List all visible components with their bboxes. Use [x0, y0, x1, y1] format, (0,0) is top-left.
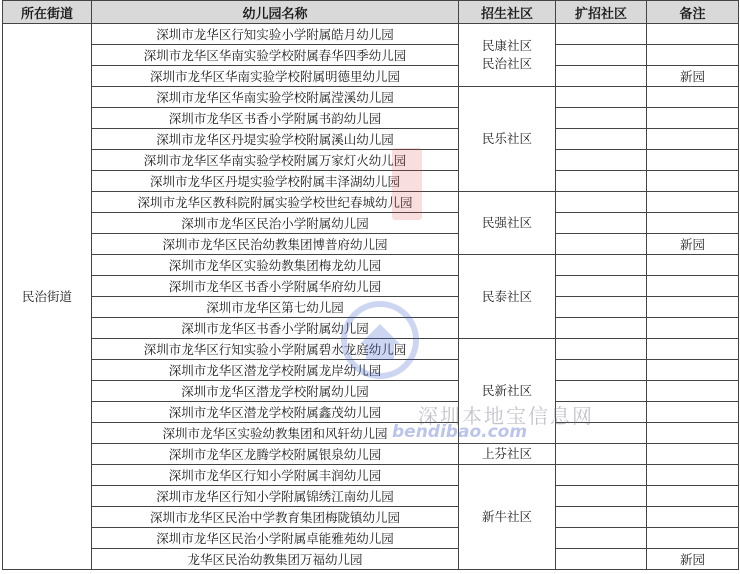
- extended-community-cell: [556, 192, 647, 213]
- table-row: [3, 192, 739, 213]
- table-row: [3, 381, 739, 402]
- table-row: [3, 339, 739, 360]
- table-row: [3, 486, 739, 507]
- table-row: [3, 402, 739, 423]
- extended-community-cell: [556, 24, 647, 45]
- kindergarten-name-cell: 深圳市龙华区潜龙学校附属鑫茂幼儿园: [92, 402, 459, 423]
- table-row: [3, 150, 739, 171]
- table-row: [3, 24, 739, 45]
- notes-cell: [647, 213, 739, 234]
- kindergarten-name-cell: 深圳市龙华区书香小学附属华府幼儿园: [92, 276, 459, 297]
- kindergarten-name-cell: 深圳市龙华区民治中学教育集团梅陇镇幼儿园: [92, 507, 459, 528]
- table-row: [3, 108, 739, 129]
- notes-cell: [647, 528, 739, 549]
- notes-cell: [647, 444, 739, 465]
- extended-community-cell: [556, 66, 647, 87]
- table-row: [3, 507, 739, 528]
- kindergarten-name-cell: 深圳市龙华区行知实验小学附属碧水龙庭幼儿园: [92, 339, 459, 360]
- enrollment-community-cell: 民强社区: [459, 192, 556, 255]
- notes-cell: [647, 360, 739, 381]
- notes-cell: [647, 192, 739, 213]
- kindergarten-name-cell: 深圳市龙华区华南实验学校附属万家灯火幼儿园: [92, 150, 459, 171]
- extended-community-cell: [556, 444, 647, 465]
- extended-community-cell: [556, 129, 647, 150]
- enrollment-community-cell: 民泰社区: [459, 255, 556, 339]
- kindergarten-name-cell: 深圳市龙华区行知实验小学附属皓月幼儿园: [92, 24, 459, 45]
- header-kindergarten-name: 幼儿园名称: [92, 1, 459, 24]
- notes-cell: [647, 465, 739, 486]
- notes-cell: [647, 486, 739, 507]
- kindergarten-name-cell: 深圳市龙华区民治小学附属卓能雅苑幼儿园: [92, 528, 459, 549]
- kindergarten-name-cell: 深圳市龙华区教科院附属实验学校世纪春城幼儿园: [92, 192, 459, 213]
- table-header-row: [3, 1, 739, 24]
- table-row: [3, 276, 739, 297]
- header-enrollment-community: 招生社区: [459, 1, 556, 24]
- notes-cell: [647, 276, 739, 297]
- table-row: [3, 549, 739, 570]
- notes-cell: [647, 381, 739, 402]
- notes-cell: [647, 318, 739, 339]
- table-row: [3, 444, 739, 465]
- notes-cell: [647, 423, 739, 444]
- district-cell: 民治街道: [3, 24, 92, 570]
- extended-community-cell: [556, 339, 647, 360]
- notes-cell: 新园: [647, 549, 739, 570]
- kindergarten-name-cell: 深圳市龙华区潜龙学校附属龙岸幼儿园: [92, 360, 459, 381]
- extended-community-cell: [556, 45, 647, 66]
- notes-cell: 新园: [647, 66, 739, 87]
- extended-community-cell: [556, 486, 647, 507]
- enrollment-community-cell: 民康社区 民治社区: [459, 24, 556, 87]
- kindergarten-name-cell: 深圳市龙华区实验幼教集团和风轩幼儿园: [92, 423, 459, 444]
- kindergarten-name-cell: 深圳市龙华区华南实验学校附属滢溪幼儿园: [92, 87, 459, 108]
- table-row: [3, 360, 739, 381]
- notes-cell: [647, 150, 739, 171]
- kindergarten-name-cell: 深圳市龙华区民治幼教集团博普府幼儿园: [92, 234, 459, 255]
- header-notes: 备注: [647, 1, 739, 24]
- extended-community-cell: [556, 234, 647, 255]
- notes-cell: [647, 507, 739, 528]
- notes-cell: [647, 171, 739, 192]
- extended-community-cell: [556, 360, 647, 381]
- kindergarten-name-cell: 深圳市龙华区华南实验学校附属春华四季幼儿园: [92, 45, 459, 66]
- table-row: [3, 45, 739, 66]
- enrollment-community-cell: 民新社区: [459, 339, 556, 444]
- extended-community-cell: [556, 150, 647, 171]
- notes-cell: [647, 297, 739, 318]
- kindergarten-name-cell: 深圳市龙华区书香小学附属幼儿园: [92, 318, 459, 339]
- watermark-site-url: bendibao.com: [392, 422, 528, 442]
- notes-cell: 新园: [647, 234, 739, 255]
- enrollment-community-cell: 民乐社区: [459, 87, 556, 192]
- extended-community-cell: [556, 171, 647, 192]
- table-row: [3, 213, 739, 234]
- table-row: [3, 318, 739, 339]
- table-row: [3, 528, 739, 549]
- kindergarten-name-cell: 深圳市龙华区第七幼儿园: [92, 297, 459, 318]
- extended-community-cell: [556, 465, 647, 486]
- extended-community-cell: [556, 549, 647, 570]
- kindergarten-name-cell: 深圳市龙华区行知小学附属丰润幼儿园: [92, 465, 459, 486]
- kindergarten-name-cell: 深圳市龙华区民治小学附属幼儿园: [92, 213, 459, 234]
- table-row: [3, 234, 739, 255]
- table-row: [3, 129, 739, 150]
- table-row: [3, 87, 739, 108]
- kindergarten-name-cell: 深圳市龙华区华南实验学校附属明德里幼儿园: [92, 66, 459, 87]
- enrollment-community-cell: 新牛社区: [459, 465, 556, 570]
- extended-community-cell: [556, 276, 647, 297]
- extended-community-cell: [556, 297, 647, 318]
- notes-cell: [647, 45, 739, 66]
- notes-cell: [647, 339, 739, 360]
- table-row: [3, 423, 739, 444]
- enrollment-community-cell: 上芬社区: [459, 444, 556, 465]
- extended-community-cell: [556, 402, 647, 423]
- header-extended-community: 扩招社区: [556, 1, 647, 24]
- extended-community-cell: [556, 381, 647, 402]
- kindergarten-name-cell: 深圳市龙华区龙腾学校附属银泉幼儿园: [92, 444, 459, 465]
- extended-community-cell: [556, 528, 647, 549]
- extended-community-cell: [556, 318, 647, 339]
- notes-cell: [647, 255, 739, 276]
- kindergarten-name-cell: 深圳市龙华区丹堤实验学校附属溪山幼儿园: [92, 129, 459, 150]
- table-row: [3, 171, 739, 192]
- extended-community-cell: [556, 423, 647, 444]
- kindergarten-name-cell: 龙华区民治幼教集团万福幼儿园: [92, 549, 459, 570]
- table-row: [3, 465, 739, 486]
- notes-cell: [647, 402, 739, 423]
- extended-community-cell: [556, 507, 647, 528]
- extended-community-cell: [556, 108, 647, 129]
- extended-community-cell: [556, 87, 647, 108]
- table-row: [3, 66, 739, 87]
- table-row: [3, 255, 739, 276]
- kindergarten-name-cell: 深圳市龙华区实验幼教集团梅龙幼儿园: [92, 255, 459, 276]
- watermark-site-name: 深圳本地宝信息网: [418, 404, 594, 428]
- table-body: [3, 24, 739, 570]
- kindergarten-name-cell: 深圳市龙华区行知小学附属锦绣江南幼儿园: [92, 486, 459, 507]
- extended-community-cell: [556, 213, 647, 234]
- kindergarten-name-cell: 深圳市龙华区潜龙学校附属幼儿园: [92, 381, 459, 402]
- notes-cell: [647, 129, 739, 150]
- header-district: 所在街道: [3, 1, 92, 24]
- table-row: [3, 297, 739, 318]
- extended-community-cell: [556, 255, 647, 276]
- notes-cell: [647, 87, 739, 108]
- kindergarten-name-cell: 深圳市龙华区书香小学附属书韵幼儿园: [92, 108, 459, 129]
- kindergarten-table: [2, 0, 739, 570]
- notes-cell: [647, 108, 739, 129]
- kindergarten-name-cell: 深圳市龙华区丹堤实验学校附属丰泽湖幼儿园: [92, 171, 459, 192]
- notes-cell: [647, 24, 739, 45]
